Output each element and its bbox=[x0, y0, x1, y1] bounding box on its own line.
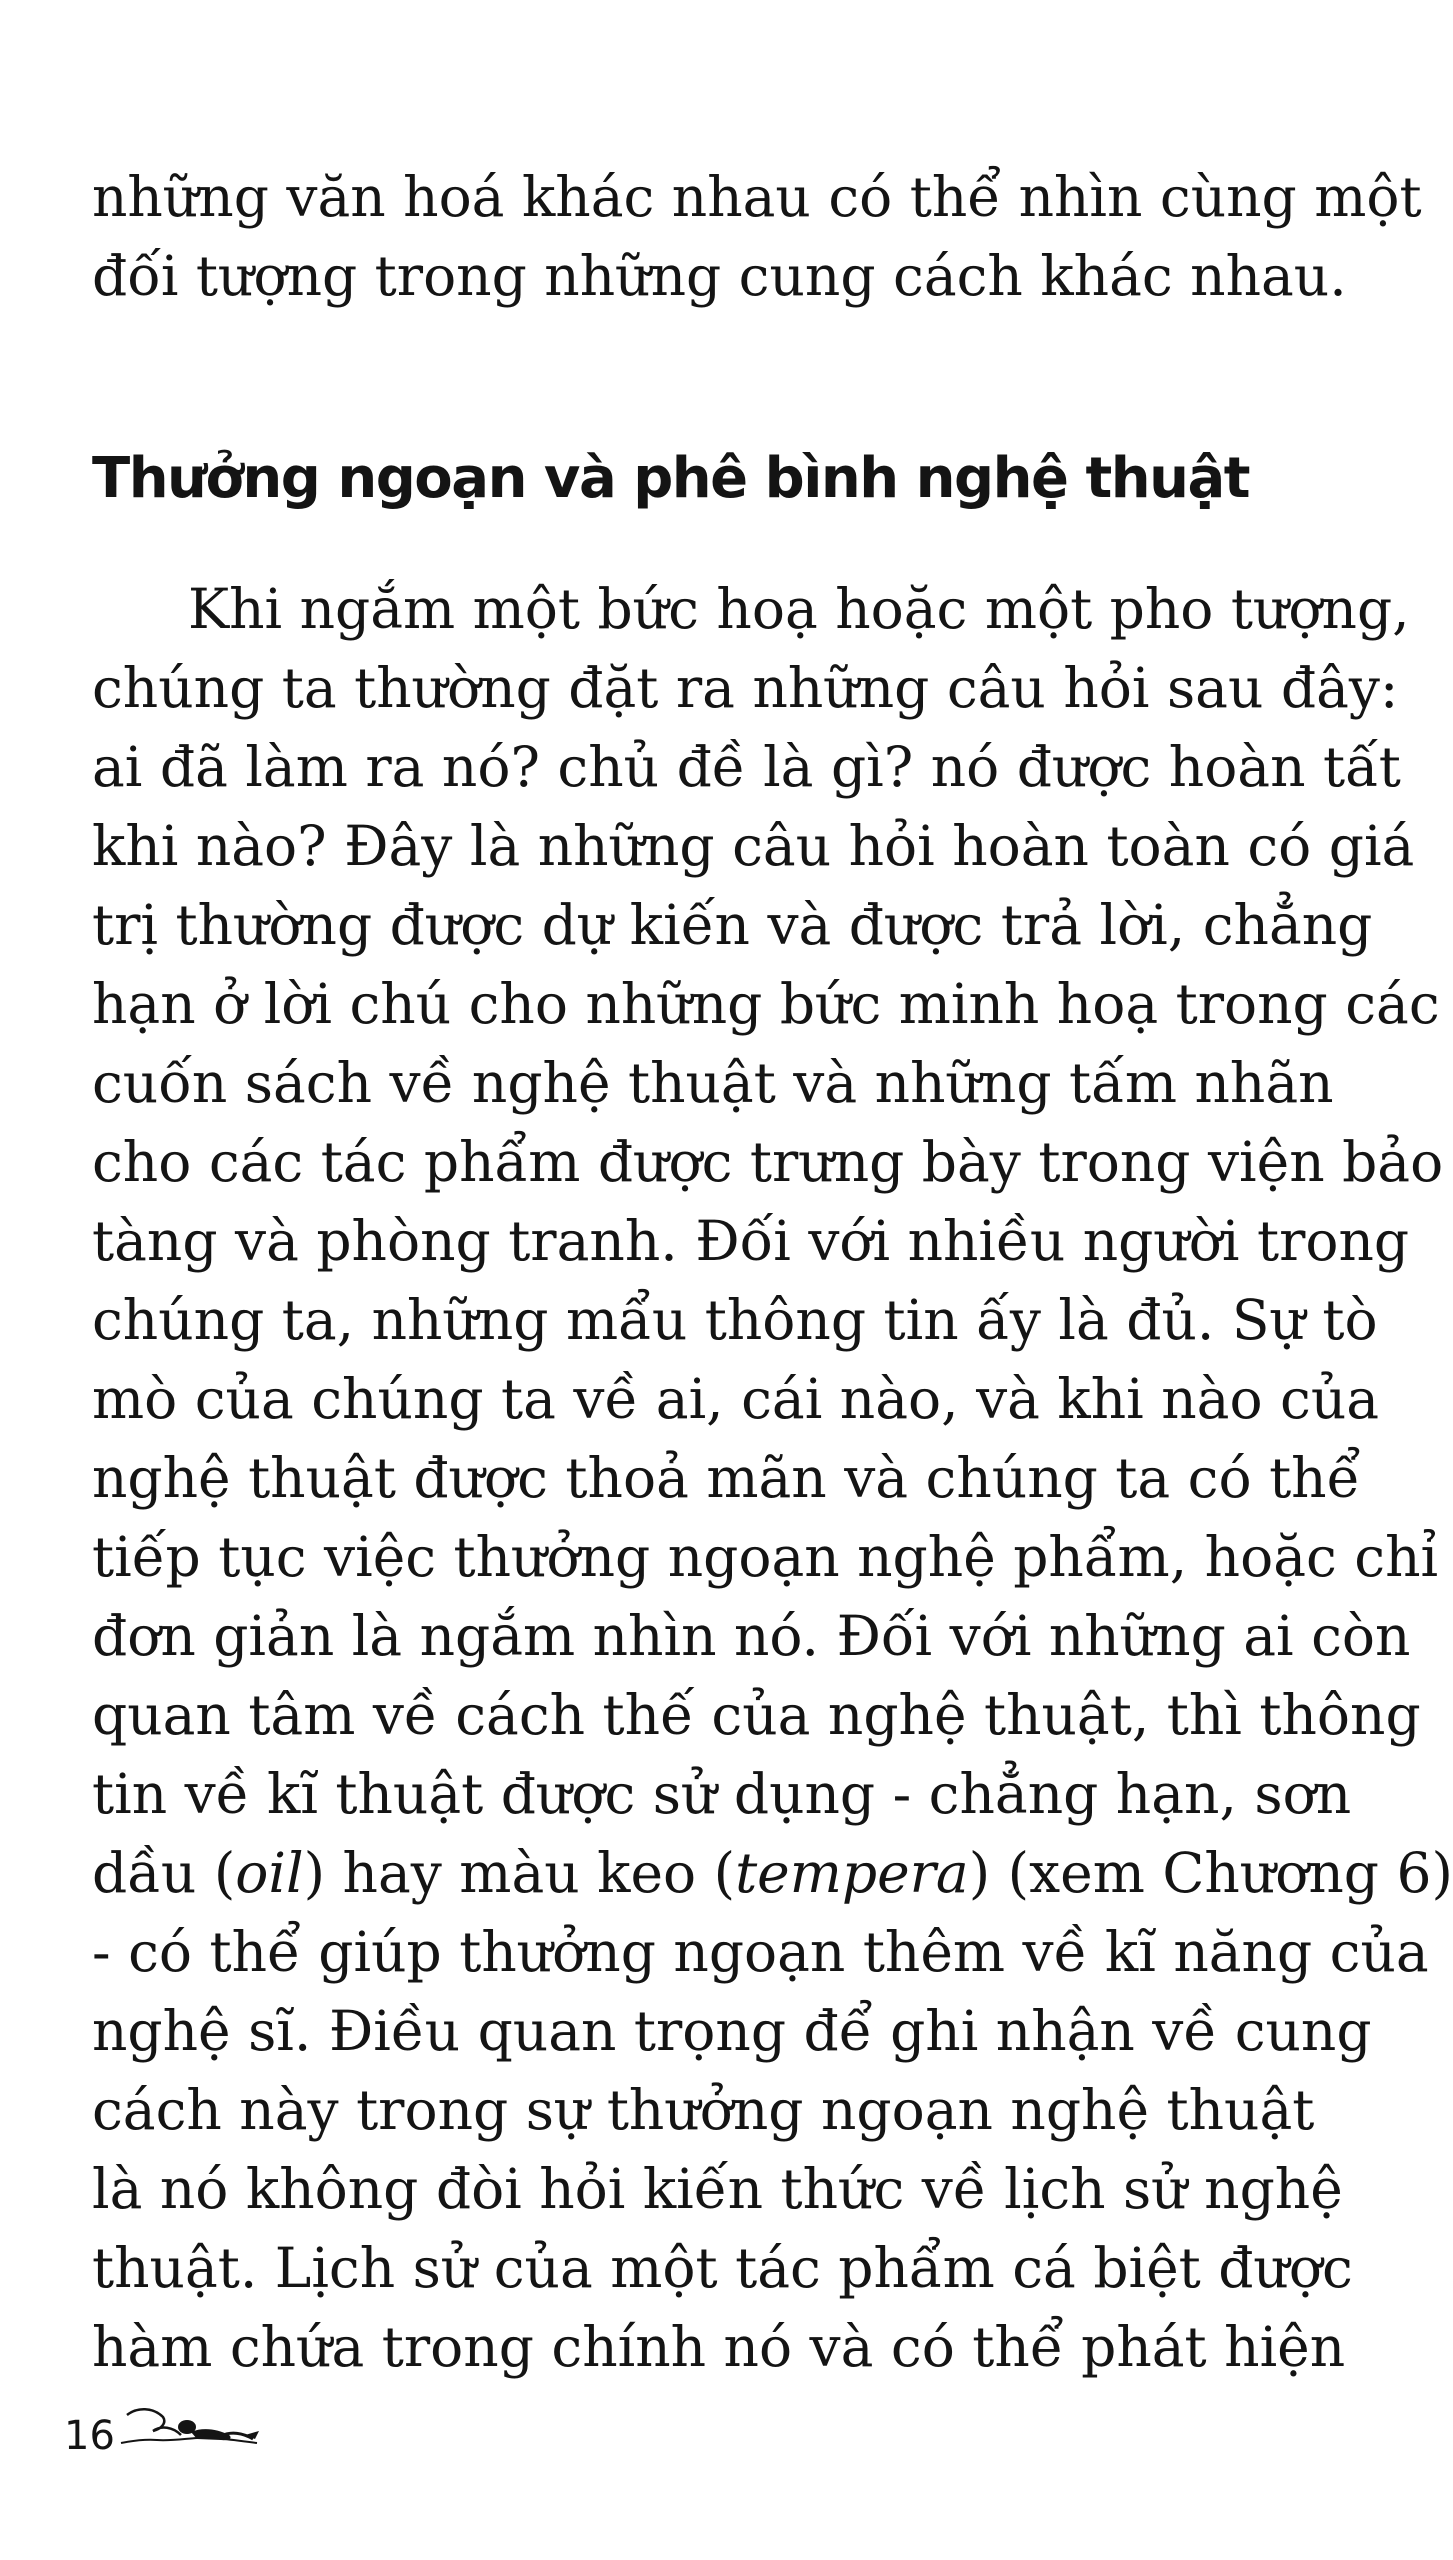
term-oil: oil bbox=[235, 1841, 304, 1905]
body-line-4: khi nào? Đây là những câu hỏi hoàn toàn có giá bbox=[92, 814, 1415, 878]
body-line-13: tiếp tục việc thưởng ngoạn nghệ phẩm, hoặc chỉ bbox=[92, 1525, 1439, 1589]
body-line-14: đơn giản là ngắm nhìn nó. Đối với những ai còn bbox=[92, 1604, 1411, 1668]
body-line-21: là nó không đòi hỏi kiến thức về lịch sử nghệ bbox=[92, 2157, 1343, 2221]
body-line-9: tàng và phòng tranh. Đối với nhiều người trong bbox=[92, 1209, 1410, 1273]
reclining-figure-icon bbox=[117, 2405, 267, 2456]
body-line-15: quan tâm về cách thế của nghệ thuật, thì thông bbox=[92, 1683, 1421, 1747]
page-number: 16 bbox=[64, 2413, 115, 2459]
body-line-7: cuốn sách về nghệ thuật và những tấm nhãn bbox=[92, 1051, 1334, 1115]
body-line-8: cho các tác phẩm được trưng bày trong viện bảo bbox=[92, 1130, 1444, 1194]
body-line-6: hạn ở lời chú cho những bức minh hoạ trong các bbox=[92, 972, 1440, 1036]
body-line-17 bbox=[92, 1834, 1453, 1913]
body-line-10: chúng ta, những mẩu thông tin ấy là đủ. Sự tò bbox=[92, 1288, 1378, 1352]
body-line-2: chúng ta thường đặt ra những câu hỏi sau đây: bbox=[92, 656, 1399, 720]
intro-paragraph bbox=[92, 158, 1422, 316]
body-line-12: nghệ thuật được thoả mãn và chúng ta có thể bbox=[92, 1446, 1361, 1510]
body-line-5: trị thường được dự kiến và được trả lời, chẳng bbox=[92, 893, 1373, 957]
body-line-3: ai đã làm ra nó? chủ đề là gì? nó được hoàn tất bbox=[92, 735, 1401, 799]
body-line-18: - có thể giúp thưởng ngoạn thêm về kĩ năng của bbox=[92, 1920, 1429, 1984]
body-paragraph bbox=[92, 570, 1453, 2387]
body-line-20: cách này trong sự thưởng ngoạn nghệ thuật bbox=[92, 2078, 1315, 2142]
body-line-19: nghệ sĩ. Điều quan trọng để ghi nhận về cung bbox=[92, 1999, 1372, 2063]
body-line-1: Khi ngắm một bức hoạ hoặc một pho tượng, bbox=[188, 577, 1410, 641]
intro-line-1: những văn hoá khác nhau có thể nhìn cùng một bbox=[92, 165, 1422, 229]
term-tempera: tempera bbox=[735, 1841, 969, 1905]
body-line-17-after: ) (xem Chương 6) bbox=[968, 1841, 1453, 1905]
body-line-22: thuật. Lịch sử của một tác phẩm cá biệt được bbox=[92, 2236, 1353, 2300]
body-line-16: tin về kĩ thuật được sử dụng - chẳng hạn, sơn bbox=[92, 1762, 1352, 1826]
page-footer bbox=[64, 2400, 267, 2460]
section-heading: Thưởng ngoạn và phê bình nghệ thuật bbox=[92, 446, 1250, 511]
body-line-17-middle: ) hay màu keo ( bbox=[303, 1841, 736, 1905]
body-line-23: hàm chứa trong chính nó và có thể phát hiện bbox=[92, 2315, 1346, 2379]
body-line-17-before: dầu ( bbox=[92, 1841, 236, 1905]
intro-line-2: đối tượng trong những cung cách khác nhau. bbox=[92, 244, 1347, 308]
body-line-11: mò của chúng ta về ai, cái nào, và khi nào của bbox=[92, 1367, 1380, 1431]
